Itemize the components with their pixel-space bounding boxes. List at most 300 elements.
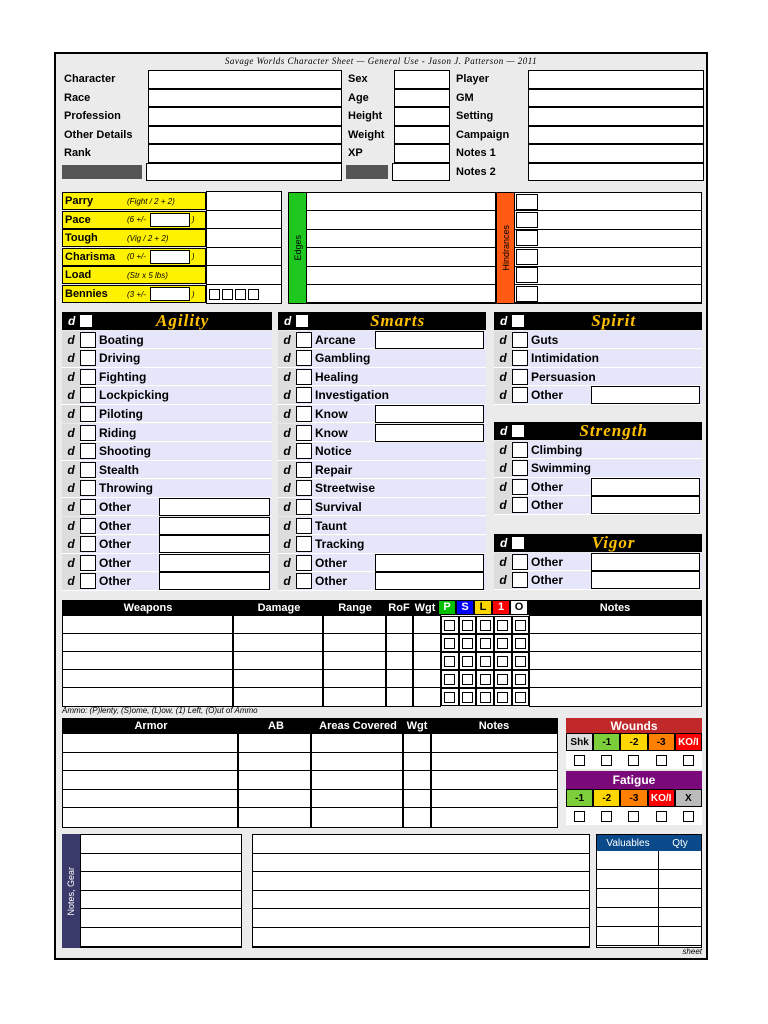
trait-line[interactable] xyxy=(307,267,495,285)
armor-field[interactable] xyxy=(431,733,558,754)
weapon-field[interactable] xyxy=(413,615,441,635)
skill-die-box[interactable] xyxy=(80,518,96,534)
trait-checkbox[interactable] xyxy=(516,212,538,228)
benny-checkbox[interactable] xyxy=(248,289,259,300)
skill-name: Intimidation xyxy=(531,351,599,366)
weapon-field[interactable] xyxy=(62,615,233,635)
notes-line[interactable] xyxy=(253,909,589,928)
identity-field[interactable] xyxy=(148,126,342,145)
skill-die-box[interactable] xyxy=(296,406,312,422)
skill-die-box[interactable] xyxy=(80,369,96,385)
derived-stats xyxy=(62,192,282,304)
identity-field[interactable] xyxy=(394,126,450,145)
ammo-checkbox[interactable] xyxy=(462,674,473,685)
derived-label: Pace xyxy=(65,213,91,226)
skill-die-box[interactable] xyxy=(80,443,96,459)
trait-line[interactable] xyxy=(307,285,495,303)
valuable-row xyxy=(597,870,701,889)
ammo-checkbox[interactable] xyxy=(497,692,508,703)
ammo-checkbox[interactable] xyxy=(515,656,526,667)
ammo-cell xyxy=(512,670,530,688)
identity-field[interactable] xyxy=(146,163,342,182)
identity-label: Profession xyxy=(64,110,121,123)
skill-name: Boating xyxy=(99,332,144,347)
weapon-field[interactable] xyxy=(233,651,323,671)
skill-die-letter: d xyxy=(278,386,296,404)
identity-field[interactable] xyxy=(528,163,704,182)
trait-line[interactable] xyxy=(307,211,495,229)
skill-custom-field[interactable] xyxy=(159,517,270,535)
skill-die-box[interactable] xyxy=(512,332,528,348)
weapon-row xyxy=(62,652,702,670)
skill-die-box[interactable] xyxy=(296,499,312,515)
strength-title: Strength xyxy=(579,421,648,440)
derived-label-cell xyxy=(62,285,206,303)
skill-die-box[interactable] xyxy=(512,387,528,403)
derived-label: Parry xyxy=(65,195,94,207)
valuable-field[interactable] xyxy=(597,908,659,927)
weapon-field[interactable] xyxy=(529,669,702,689)
qty-field[interactable] xyxy=(659,851,701,870)
weapon-field[interactable] xyxy=(62,669,233,689)
skill-die-box[interactable] xyxy=(512,442,528,458)
armor-field[interactable] xyxy=(311,752,403,773)
valuable-field[interactable] xyxy=(597,870,659,889)
derived-value[interactable] xyxy=(206,210,282,230)
ammo-checkbox[interactable] xyxy=(515,692,526,703)
ammo-checkbox[interactable] xyxy=(444,656,455,667)
skill-row xyxy=(278,536,486,554)
trait-checkbox[interactable] xyxy=(516,230,538,246)
armor-field[interactable] xyxy=(311,770,403,791)
skill-row xyxy=(278,424,486,442)
wound-checkbox[interactable] xyxy=(683,755,694,766)
trait-line[interactable] xyxy=(515,211,701,229)
trait-checkbox[interactable] xyxy=(516,194,538,210)
skill-custom-field[interactable] xyxy=(591,478,700,496)
trait-line[interactable] xyxy=(515,248,701,266)
armor-field[interactable] xyxy=(311,807,403,828)
skill-custom-field[interactable] xyxy=(591,553,700,571)
notes-line[interactable] xyxy=(81,835,241,854)
identity-field[interactable] xyxy=(528,126,704,145)
weapon-field[interactable] xyxy=(62,687,233,707)
skill-name: Other xyxy=(315,555,348,570)
skill-custom-field[interactable] xyxy=(375,554,484,572)
armor-field[interactable] xyxy=(403,789,430,810)
ammo-checkbox[interactable] xyxy=(497,656,508,667)
skill-die-box[interactable] xyxy=(80,350,96,366)
attribute-die-box[interactable] xyxy=(295,314,309,328)
notes-line[interactable] xyxy=(253,891,589,910)
skill-custom-field[interactable] xyxy=(159,554,270,572)
skill-die-box[interactable] xyxy=(296,425,312,441)
weapon-field[interactable] xyxy=(62,633,233,653)
skill-die-box[interactable] xyxy=(512,350,528,366)
trait-line[interactable] xyxy=(515,285,701,303)
weapon-field[interactable] xyxy=(233,633,323,653)
trait-line[interactable] xyxy=(515,267,701,285)
identity-field[interactable] xyxy=(148,70,342,89)
ammo-cell xyxy=(494,670,512,688)
identity-field[interactable] xyxy=(394,144,450,163)
weapon-field[interactable] xyxy=(323,651,386,671)
identity-row xyxy=(62,163,342,182)
wound-checkbox[interactable] xyxy=(628,755,639,766)
skill-name: Know xyxy=(315,406,348,421)
trait-line[interactable] xyxy=(307,230,495,248)
skill-die-box[interactable] xyxy=(80,406,96,422)
ammo-cell xyxy=(512,634,530,652)
identity-label: GM xyxy=(456,91,474,104)
skill-die-box[interactable] xyxy=(80,480,96,496)
wounds-levels xyxy=(566,733,702,751)
weapon-field[interactable] xyxy=(323,687,386,707)
ammo-checkbox[interactable] xyxy=(480,674,491,685)
ammo-checkbox[interactable] xyxy=(480,656,491,667)
ammo-checkbox[interactable] xyxy=(444,674,455,685)
armor-field[interactable] xyxy=(431,752,558,773)
armor-field[interactable] xyxy=(62,770,238,791)
ammo-checkbox[interactable] xyxy=(480,620,491,631)
skill-custom-field[interactable] xyxy=(591,571,700,589)
weapon-field[interactable] xyxy=(413,633,441,653)
derived-mod-input[interactable] xyxy=(150,287,190,301)
skill-die-letter: d xyxy=(62,554,80,572)
weapon-field[interactable] xyxy=(413,651,441,671)
identity-label: Weight xyxy=(348,128,385,141)
skill-custom-field[interactable] xyxy=(159,572,270,590)
armor-col-header: AB xyxy=(268,719,284,732)
skill-die-box[interactable] xyxy=(296,369,312,385)
skill-die-box[interactable] xyxy=(296,518,312,534)
wound-checkbox[interactable] xyxy=(656,755,667,766)
weapon-field[interactable] xyxy=(413,687,441,707)
benny-checkbox[interactable] xyxy=(235,289,246,300)
hindrances-panel xyxy=(496,192,702,304)
fatigue-checkbox[interactable] xyxy=(574,811,585,822)
skill-die-box[interactable] xyxy=(296,536,312,552)
agility-title-bar xyxy=(62,312,272,330)
skill-die-box[interactable] xyxy=(80,555,96,571)
armor-field[interactable] xyxy=(62,752,238,773)
trait-checkbox[interactable] xyxy=(516,267,538,283)
derived-value[interactable] xyxy=(206,284,282,304)
wound-level: Shk xyxy=(566,733,593,751)
skill-name: Swimming xyxy=(531,461,592,476)
qty-field[interactable] xyxy=(659,908,701,927)
armor-field[interactable] xyxy=(238,770,311,791)
skill-die-box[interactable] xyxy=(296,387,312,403)
armor-field[interactable] xyxy=(431,789,558,810)
ammo-cell xyxy=(459,616,477,634)
skill-row xyxy=(62,573,272,591)
derived-row xyxy=(62,285,282,303)
identity-field[interactable] xyxy=(394,70,450,89)
skill-custom-field[interactable] xyxy=(375,405,484,423)
weapon-field[interactable] xyxy=(62,651,233,671)
sheet-title: Savage Worlds Character Sheet — General Use - Jason J. Patterson — 2011 xyxy=(224,56,538,66)
qty-field[interactable] xyxy=(659,870,701,889)
skill-die-box[interactable] xyxy=(296,443,312,459)
notes-line[interactable] xyxy=(253,872,589,891)
skill-row xyxy=(494,553,702,571)
weapon-field[interactable] xyxy=(323,615,386,635)
armor-field[interactable] xyxy=(238,752,311,773)
skill-die-letter: d xyxy=(62,386,80,404)
fatigue-checkbox[interactable] xyxy=(601,811,612,822)
skill-row xyxy=(62,536,272,554)
skill-die-box[interactable] xyxy=(296,555,312,571)
ammo-checkbox[interactable] xyxy=(497,638,508,649)
identity-field[interactable] xyxy=(528,89,704,108)
fatigue-checkbox[interactable] xyxy=(683,811,694,822)
identity-row xyxy=(346,70,450,89)
identity-field[interactable] xyxy=(394,107,450,126)
skill-row xyxy=(62,424,272,442)
valuable-field[interactable] xyxy=(597,889,659,908)
hindrances-label: Hindrances xyxy=(500,225,511,271)
skill-die-box[interactable] xyxy=(296,573,312,589)
skill-die-box[interactable] xyxy=(80,387,96,403)
benny-checkbox[interactable] xyxy=(222,289,233,300)
trait-line[interactable] xyxy=(515,193,701,211)
derived-label-cell xyxy=(62,229,206,247)
weapons-col-header: Weapons xyxy=(123,601,173,614)
notes-line[interactable] xyxy=(81,928,241,947)
fatigue-checks xyxy=(566,807,702,825)
skill-die-box[interactable] xyxy=(80,425,96,441)
notes-line[interactable] xyxy=(81,872,241,891)
skill-custom-field[interactable] xyxy=(159,498,270,516)
identity-label: Notes 1 xyxy=(456,147,496,160)
attribute-die-box[interactable] xyxy=(511,536,525,550)
ammo-checkbox[interactable] xyxy=(462,620,473,631)
ammo-checkbox[interactable] xyxy=(444,692,455,703)
edges-panel xyxy=(288,192,496,304)
skill-die-box[interactable] xyxy=(512,479,528,495)
skill-name: Climbing xyxy=(531,442,583,457)
skill-die-box[interactable] xyxy=(296,350,312,366)
skill-die-box[interactable] xyxy=(296,480,312,496)
ammo-checkbox[interactable] xyxy=(444,620,455,631)
ammo-checkbox[interactable] xyxy=(515,674,526,685)
skill-die-box[interactable] xyxy=(512,572,528,588)
skill-row xyxy=(494,331,702,349)
skill-row xyxy=(62,387,272,405)
armor-field[interactable] xyxy=(238,807,311,828)
skill-die-box[interactable] xyxy=(80,573,96,589)
ammo-checkbox[interactable] xyxy=(444,638,455,649)
identity-field[interactable] xyxy=(394,89,450,108)
skill-die-box[interactable] xyxy=(296,462,312,478)
weapon-field[interactable] xyxy=(233,615,323,635)
derived-row xyxy=(62,266,282,284)
derived-mod-input[interactable] xyxy=(150,250,190,264)
ammo-checkbox[interactable] xyxy=(497,620,508,631)
skill-die-box[interactable] xyxy=(512,460,528,476)
ammo-checkbox[interactable] xyxy=(462,638,473,649)
skill-custom-field[interactable] xyxy=(375,424,484,442)
identity-label: Campaign xyxy=(456,128,510,141)
derived-label-cell xyxy=(62,211,206,229)
identity-field[interactable] xyxy=(528,107,704,126)
valuables-col-header: Qty xyxy=(672,837,688,849)
weapon-field[interactable] xyxy=(323,669,386,689)
notes-col-1 xyxy=(80,834,242,948)
skill-die-letter: d xyxy=(494,368,512,386)
identity-field[interactable] xyxy=(528,144,704,163)
ammo-cell xyxy=(441,670,459,688)
trait-checkbox[interactable] xyxy=(516,286,538,302)
skill-row xyxy=(278,517,486,535)
wounds-fatigue xyxy=(566,718,702,830)
armor-field[interactable] xyxy=(62,807,238,828)
attribute-die-box[interactable] xyxy=(79,314,93,328)
ammo-checkbox[interactable] xyxy=(480,692,491,703)
qty-field[interactable] xyxy=(659,927,701,946)
identity-label: Other Details xyxy=(64,128,133,141)
armor-field[interactable] xyxy=(403,733,430,754)
weapon-field[interactable] xyxy=(529,687,702,707)
armor-field[interactable] xyxy=(403,752,430,773)
armor-field[interactable] xyxy=(238,789,311,810)
identity-field[interactable] xyxy=(528,70,704,89)
attribute-die-box[interactable] xyxy=(511,314,525,328)
skill-die-box[interactable] xyxy=(80,462,96,478)
skill-name: Repair xyxy=(315,462,353,477)
notes-line[interactable] xyxy=(253,854,589,873)
weapons-col-header: 1 xyxy=(492,600,510,615)
notes-line[interactable] xyxy=(81,854,241,873)
identity-row xyxy=(454,107,704,126)
notes-line[interactable] xyxy=(253,835,589,854)
armor-field[interactable] xyxy=(62,733,238,754)
skill-die-letter: d xyxy=(494,571,512,589)
footer-text: sheet xyxy=(682,947,702,956)
skill-die-box[interactable] xyxy=(80,332,96,348)
hindrances-label-bar xyxy=(497,193,515,303)
skill-die-box[interactable] xyxy=(512,554,528,570)
weapon-field[interactable] xyxy=(529,651,702,671)
armor-field[interactable] xyxy=(403,807,430,828)
skill-name: Other xyxy=(531,479,564,494)
qty-field[interactable] xyxy=(659,889,701,908)
armor-field[interactable] xyxy=(238,733,311,754)
weapon-field[interactable] xyxy=(386,669,414,689)
derived-label: Tough xyxy=(65,232,98,245)
ammo-checkbox[interactable] xyxy=(462,692,473,703)
derived-value[interactable] xyxy=(206,228,282,248)
trait-checkbox[interactable] xyxy=(516,249,538,265)
ammo-checkbox[interactable] xyxy=(515,620,526,631)
identity-field[interactable] xyxy=(392,163,450,182)
weapon-field[interactable] xyxy=(413,669,441,689)
valuable-field[interactable] xyxy=(597,851,659,870)
derived-label: Load xyxy=(65,269,92,282)
weapon-field[interactable] xyxy=(386,615,414,635)
armor-field[interactable] xyxy=(431,770,558,791)
skill-name: Fighting xyxy=(99,369,147,384)
weapon-field[interactable] xyxy=(529,633,702,653)
skill-die-box[interactable] xyxy=(512,497,528,513)
wound-checkbox[interactable] xyxy=(601,755,612,766)
skill-name: Taunt xyxy=(315,518,347,533)
weapon-field[interactable] xyxy=(386,687,414,707)
skill-custom-field[interactable] xyxy=(159,535,270,553)
armor-field[interactable] xyxy=(311,733,403,754)
skill-die-box[interactable] xyxy=(296,332,312,348)
notes-line[interactable] xyxy=(81,891,241,910)
weapon-field[interactable] xyxy=(529,615,702,635)
skill-die-box[interactable] xyxy=(80,536,96,552)
identity-block xyxy=(62,70,702,182)
skill-die-box[interactable] xyxy=(512,369,528,385)
ammo-checkbox[interactable] xyxy=(515,638,526,649)
identity-row xyxy=(454,70,704,89)
skill-die-letter: d xyxy=(62,517,80,535)
weapon-field[interactable] xyxy=(386,633,414,653)
armor-table xyxy=(62,718,558,830)
valuable-field[interactable] xyxy=(597,927,659,946)
skill-die-box[interactable] xyxy=(80,499,96,515)
trait-line[interactable] xyxy=(307,193,495,211)
skill-custom-field[interactable] xyxy=(375,572,484,590)
derived-value[interactable] xyxy=(206,191,282,211)
benny-checkbox[interactable] xyxy=(209,289,220,300)
ammo-checkbox[interactable] xyxy=(497,674,508,685)
valuable-row xyxy=(597,851,701,870)
skill-die-letter: d xyxy=(62,535,80,553)
skill-name: Other xyxy=(99,555,132,570)
skill-die-letter: d xyxy=(278,424,296,442)
weapon-field[interactable] xyxy=(323,633,386,653)
fatigue-level: -1 xyxy=(566,789,593,807)
armor-field[interactable] xyxy=(62,789,238,810)
ammo-checkbox[interactable] xyxy=(480,638,491,649)
armor-field[interactable] xyxy=(311,789,403,810)
identity-field[interactable] xyxy=(148,89,342,108)
trait-line[interactable] xyxy=(515,230,701,248)
skill-name: Other xyxy=(531,388,564,403)
skill-die-letter: d xyxy=(494,441,512,459)
ammo-cell xyxy=(512,652,530,670)
notes-line[interactable] xyxy=(253,928,589,947)
derived-value[interactable] xyxy=(206,265,282,285)
fatigue-checkbox[interactable] xyxy=(656,811,667,822)
notes-line[interactable] xyxy=(81,909,241,928)
skill-custom-field[interactable] xyxy=(591,386,700,404)
derived-value[interactable] xyxy=(206,247,282,267)
skill-custom-field[interactable] xyxy=(375,331,484,349)
identity-field[interactable] xyxy=(148,107,342,126)
identity-field[interactable] xyxy=(148,144,342,163)
derived-mod-input[interactable] xyxy=(150,213,190,227)
weapon-field[interactable] xyxy=(233,669,323,689)
fatigue-checkbox[interactable] xyxy=(628,811,639,822)
weapon-field[interactable] xyxy=(233,687,323,707)
wound-checkbox[interactable] xyxy=(574,755,585,766)
weapon-field[interactable] xyxy=(386,651,414,671)
skill-name: Lockpicking xyxy=(99,388,170,403)
attribute-die-box[interactable] xyxy=(511,424,525,438)
ammo-checkbox[interactable] xyxy=(462,656,473,667)
skill-custom-field[interactable] xyxy=(591,496,700,514)
trait-line[interactable] xyxy=(307,248,495,266)
skill-name: Driving xyxy=(99,351,141,366)
armor-field[interactable] xyxy=(431,807,558,828)
armor-field[interactable] xyxy=(403,770,430,791)
